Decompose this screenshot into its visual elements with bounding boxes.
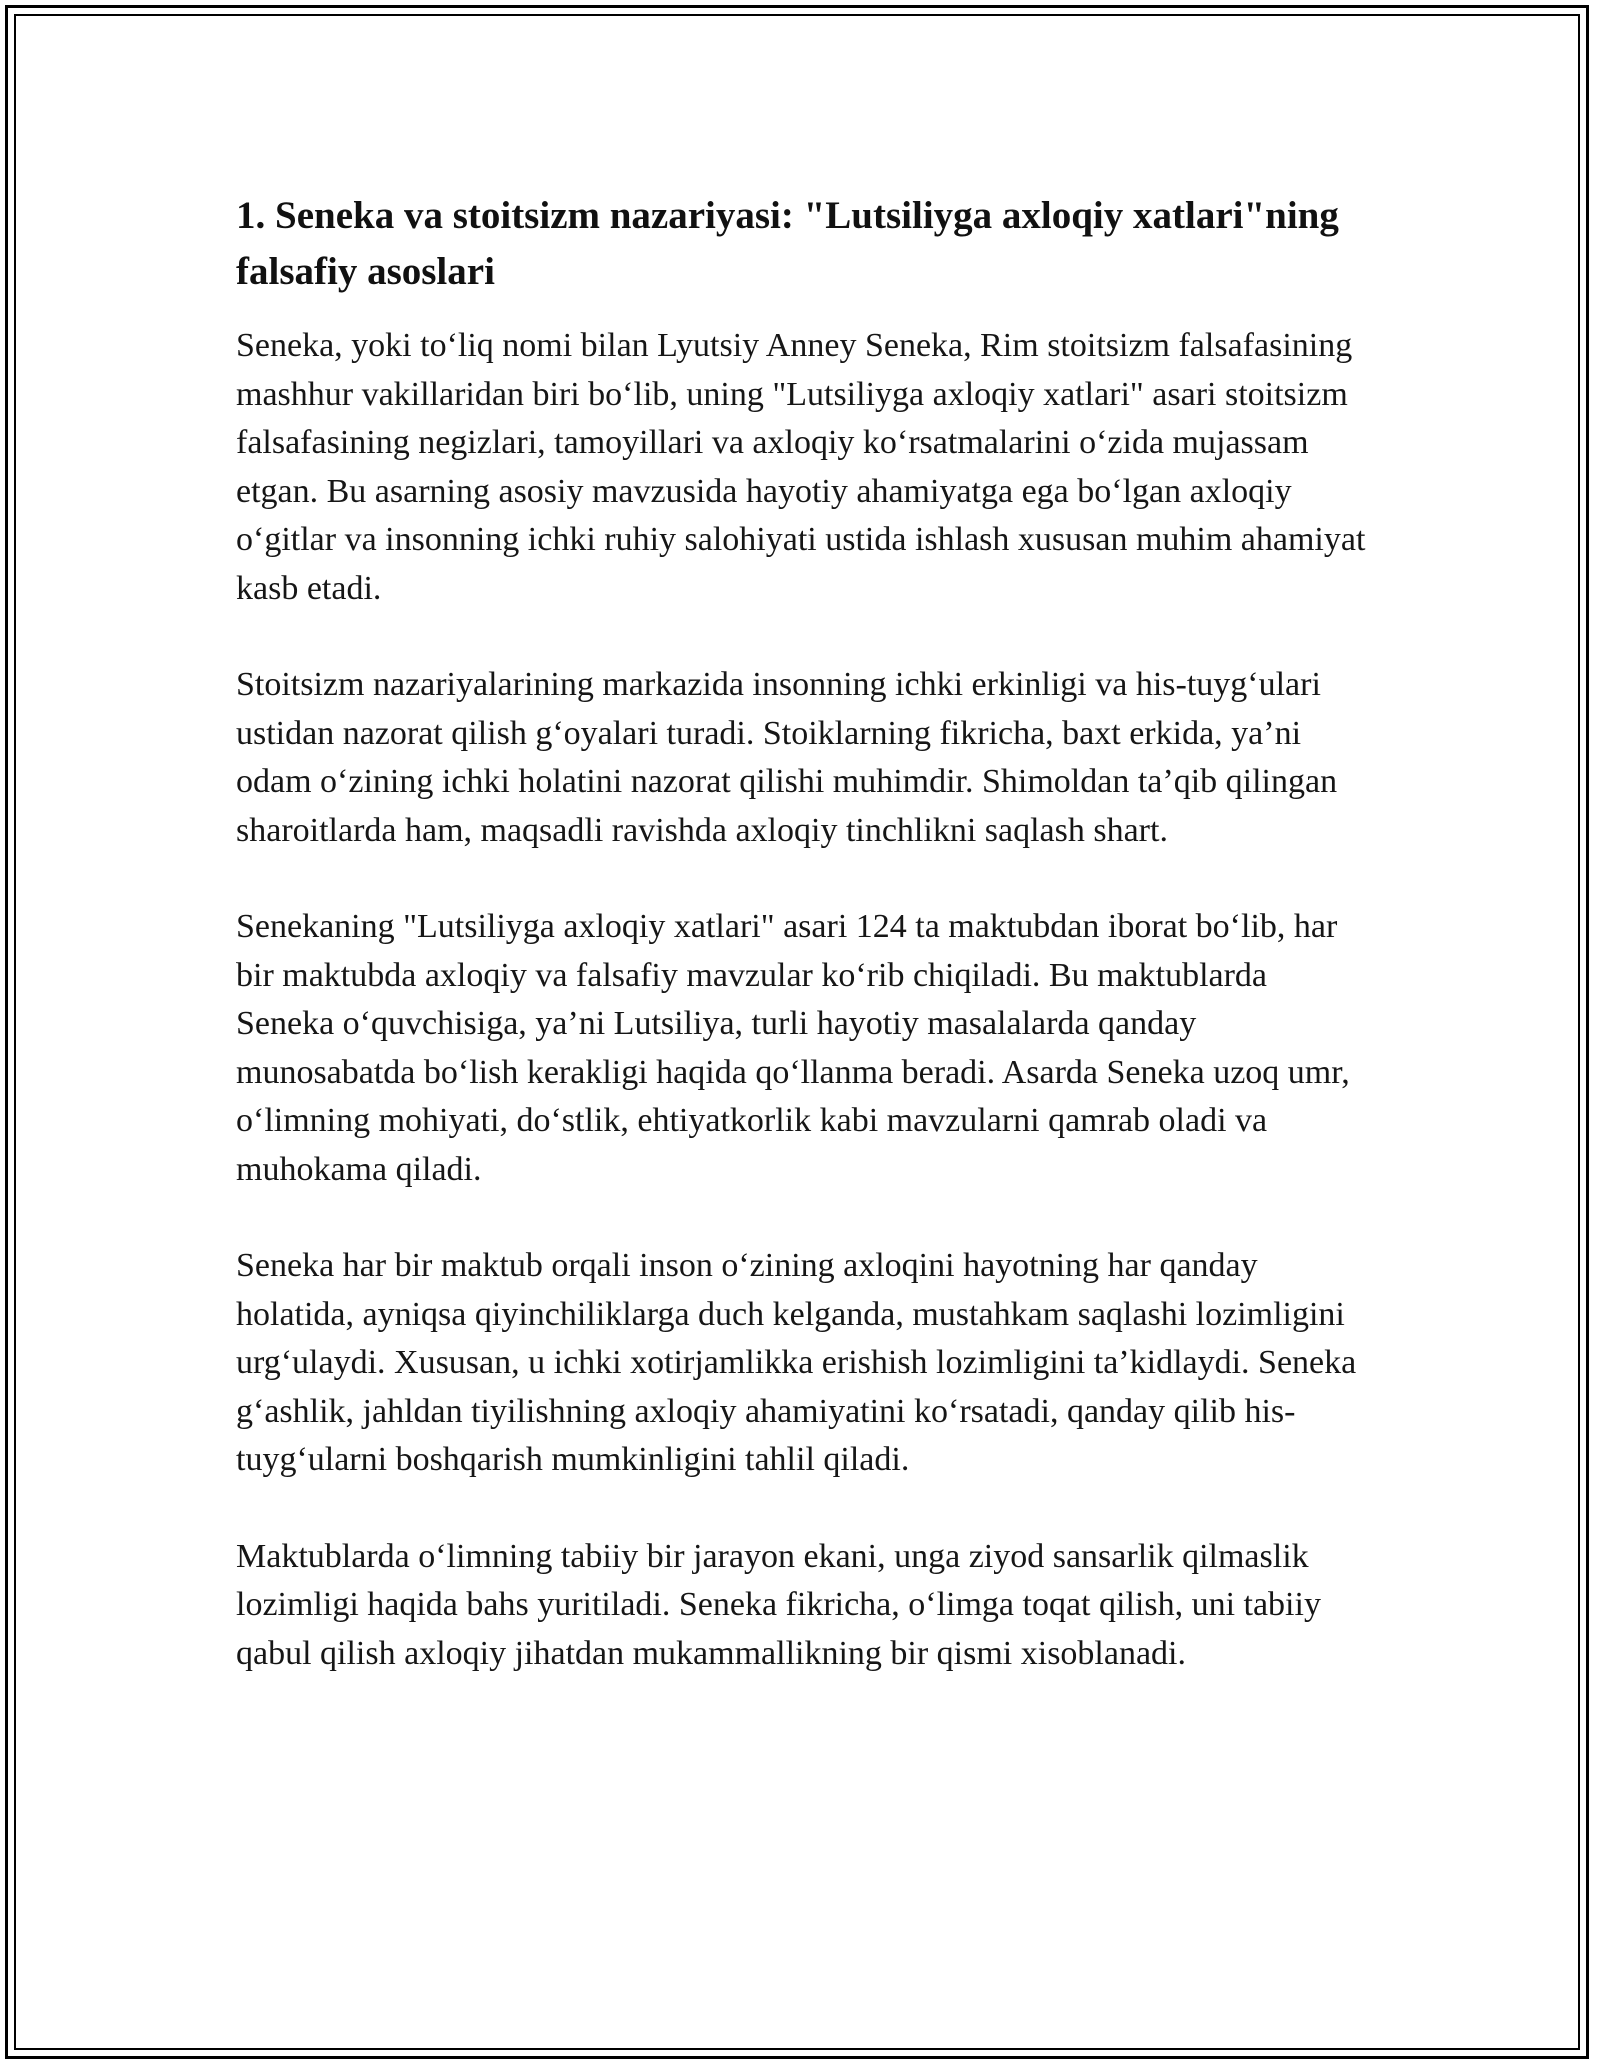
document-body <box>236 188 1366 1678</box>
paragraph-3: Senekaning "Lutsiliyga axloqiy xatlari" asari 124 ta maktubdan iborat bo‘lib, har bir maktubda axloqiy va falsafiy mavzular ko‘rib chiqiladi. Bu maktublarda Seneka o‘quvchisiga, ya’ni Lutsiliya, turli hayotiy masalalarda qanday munosabatda bo‘lish kerakligi haqida qo‘llanma beradi. Asarda Seneka uzoq umr, o‘limning mohiyati, do‘stlik, ehtiyatkorlik kabi mavzularni qamrab oladi va muhokama qiladi. <box>236 908 1350 1188</box>
paragraph-5: Maktublarda o‘limning tabiiy bir jarayon ekani, unga ziyod sansarlik qilmaslik lozimligi haqida bahs yuritiladi. Seneka fikricha, o‘limga toqat qilish, uni tabiiy qabul qilish axloqiy jihatdan mukammallikning bir qismi xisoblanadi. <box>236 1537 1321 1672</box>
paragraph-2: Stoitsizm nazariyalarining markazida insonning ichki erkinligi va his-tuyg‘ulari ustidan nazorat qilish g‘oyalari turadi. Stoiklarning fikricha, baxt erkida, ya’ni odam o‘zining ichki holatini nazorat qilishi muhimdir. Shimoldan ta’qib qilingan sharoitlarda ham, maqsadli ravishda axloqiy tinchlikni saqlash shart. <box>236 666 1338 849</box>
paragraph-1: Seneka, yoki to‘liq nomi bilan Lyutsiy Anney Seneka, Rim stoitsizm falsafasining mashhur vakillaridan biri bo‘lib, uning "Lutsiliyga axloqiy xatlari" asari stoitsizm falsafasining negizlari, tamoyillari va axloqiy ko‘rsatmalarini o‘zida mujassam etgan. Bu asarning asosiy mavzusida hayotiy ahamiyatga ega bo‘lgan axloqiy o‘gitlar va insonning ichki ruhiy salohiyati ustida ishlash xususan muhim ahamiyat kasb etadi. <box>236 327 1366 607</box>
paragraph-4: Seneka har bir maktub orqali inson o‘zining axloqini hayotning har qanday holatida, ayniqsa qiyinchiliklarga duch kelganda, mustahkam saqlashi lozimligini urg‘ulaydi. Xususan, u ichki xotirjamlikka erishish lozimligini ta’kidlaydi. Seneka g‘ashlik, jahldan tiyilishning axloqiy ahamiyatini ko‘rsatadi, qanday qilib his-tuyg‘ularni boshqarish mumkinligini tahlil qiladi. <box>236 1247 1357 1478</box>
section-heading: 1. Seneka va stoitsizm nazariyasi: "Lutsiliyga axloqiy xatlari"ning falsafiy asoslari <box>236 194 1339 293</box>
